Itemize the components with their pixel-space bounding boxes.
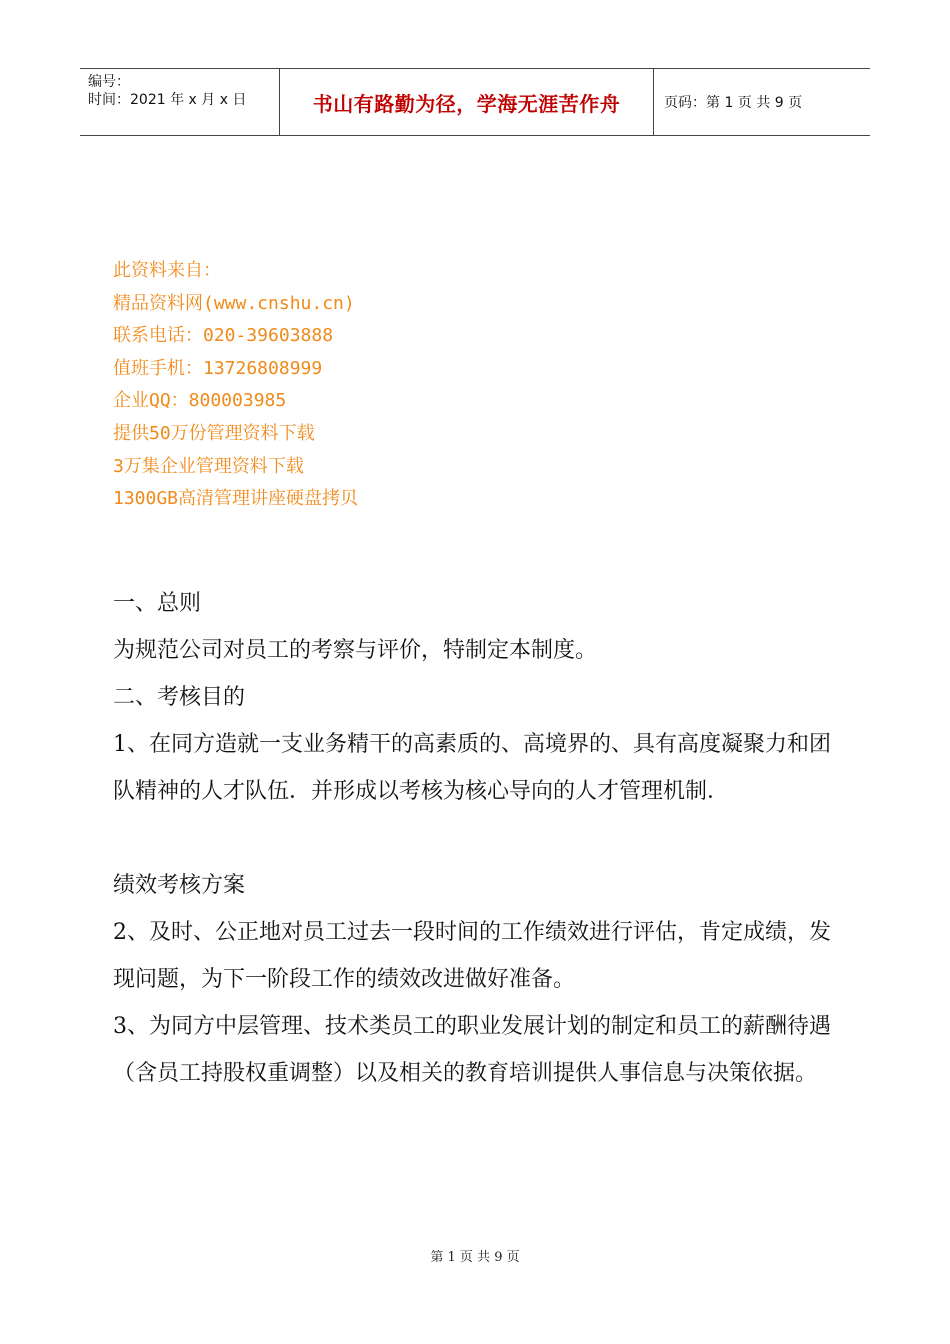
header-page-info: 页码：第 1 页 共 9 页 — [664, 95, 803, 111]
source-line: 此资料来自： — [113, 260, 221, 281]
page-footer: 第 1 页 共 9 页 — [430, 1250, 520, 1265]
paragraph: 3、为同方中层管理、技术类员工的职业发展计划的制定和员工的薪酬待遇（含员工持股权重调整）以及相关的教育培训提供人事信息与决策依据。 — [113, 1014, 831, 1086]
source-line: 企业QQ：800003985 — [113, 390, 287, 412]
source-line: 精品资料网(www.cnshu.cn) — [113, 292, 355, 314]
header-motto: 书山有路勤为径，学海无涯苦作舟 — [280, 69, 654, 135]
source-line: 联系电话：020-39603888 — [113, 325, 334, 347]
document-date: 时间：2021 年 x 月 x 日 — [88, 92, 247, 108]
paragraph: 1、在同方造就一支业务精干的高素质的、高境界的、具有高度凝聚力和团队精神的人才队伍．并形成以考核为核心导向的人才管理机制． — [113, 732, 831, 804]
section-heading: 二、考核目的 — [113, 685, 246, 710]
source-line: 提供50万份管理资料下载 — [113, 422, 315, 444]
document-number-label: 编号： — [88, 74, 130, 90]
paragraph: 2、及时、公正地对员工过去一段时间的工作绩效进行评估，肯定成绩，发现问题，为下一阶段工作的绩效改进做好准备。 — [113, 920, 831, 992]
section-heading: 一、总则 — [113, 591, 202, 616]
document-header — [80, 68, 870, 136]
paragraph: 为规范公司对员工的考察与评价，特制定本制度。 — [113, 638, 598, 663]
paragraph-spacer — [113, 815, 843, 862]
source-line: 值班手机：13726808999 — [113, 357, 323, 379]
subtitle: 绩效考核方案 — [113, 873, 246, 898]
source-info-block — [113, 255, 358, 516]
document-body — [113, 580, 843, 1097]
header-meta — [80, 69, 280, 135]
source-line: 3万集企业管理资料下载 — [113, 455, 304, 477]
source-line: 1300GB高清管理讲座硬盘拷贝 — [113, 488, 359, 510]
